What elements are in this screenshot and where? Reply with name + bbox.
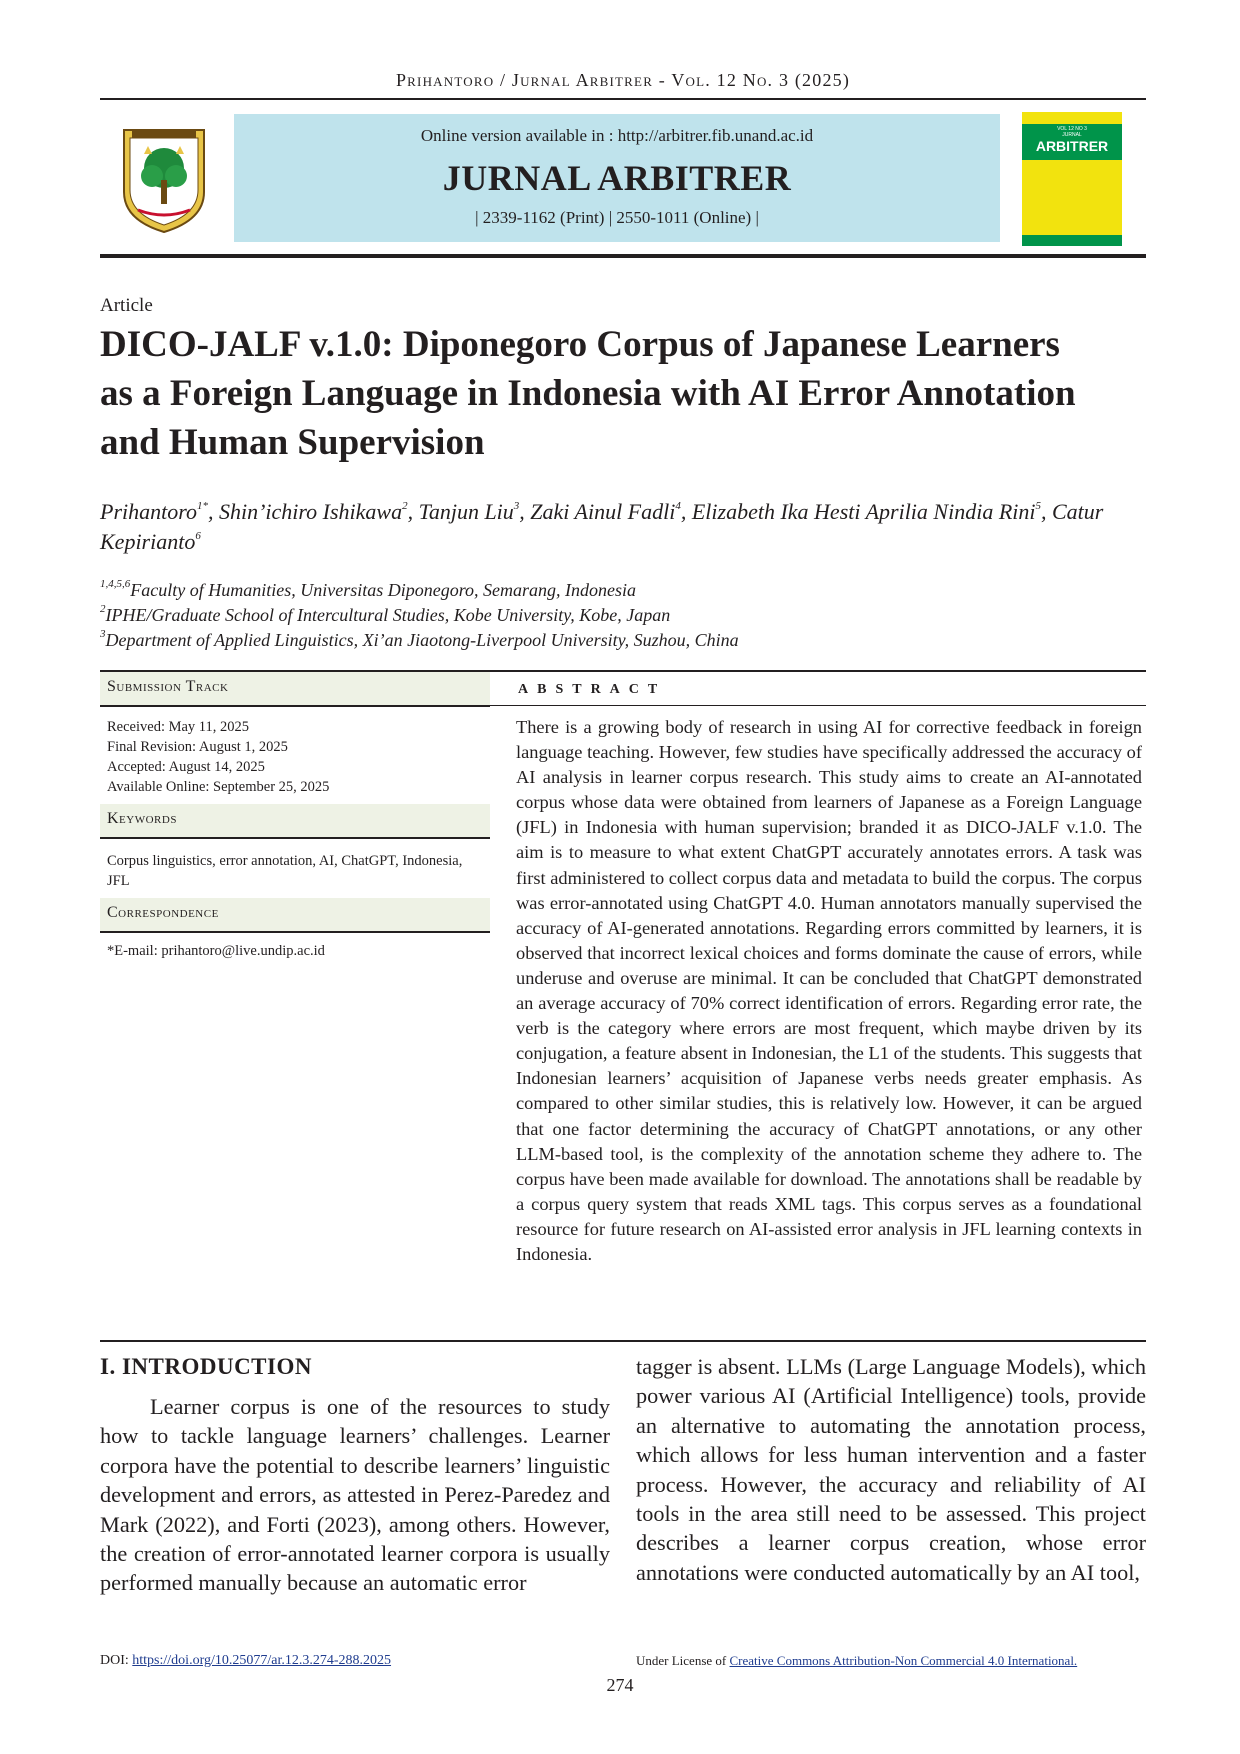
- submission-dates: [100, 707, 490, 804]
- journal-title: JURNAL ARBITRER: [442, 158, 792, 198]
- abstract-bottom-rule: [490, 1340, 1146, 1342]
- author-list: [100, 497, 1140, 557]
- journal-cover-thumbnail: [1022, 112, 1122, 246]
- sidebar-bottom-rule: [100, 1340, 490, 1342]
- author-sep: ,: [1040, 499, 1052, 524]
- author-name: Shin’ichiro Ishikawa: [218, 499, 403, 524]
- header-rule: [100, 98, 1146, 100]
- submission-track-heading: Submission Track: [100, 672, 490, 705]
- masthead-rule: [100, 254, 1146, 258]
- license-link[interactable]: Creative Commons Attribution-Non Commercial 4.0 International.: [729, 1653, 1078, 1668]
- abstract-section: [490, 670, 1146, 1267]
- author-sup: 4: [675, 499, 681, 512]
- cover-band: [1022, 124, 1122, 160]
- author-sep: ,: [680, 499, 692, 524]
- doi-link[interactable]: https://doi.org/10.25077/ar.12.3.274-288.2025: [132, 1653, 392, 1668]
- keywords-text: Corpus linguistics, error annotation, AI, ChatGPT, Indonesia, JFL: [107, 853, 463, 889]
- affiliation-sup: 3: [100, 628, 106, 640]
- cover-issue: VOL 12 NO 3: [1057, 126, 1087, 132]
- affiliation-sup: 2: [100, 603, 106, 615]
- author-sep: ,: [519, 499, 531, 524]
- received-date: Received: May 11, 2025: [107, 719, 250, 735]
- article-title: DICO-JALF v.1.0: Diponegoro Corpus of Japanese Learners as a Foreign Language in Indonesia with AI Error Annotation and Human Supervision: [100, 324, 1076, 463]
- article-type-label: Article: [100, 295, 153, 316]
- author-name: Elizabeth Ika Hesti Aprilia Nindia Rini: [691, 499, 1036, 524]
- cover-label: JURNAL: [1062, 132, 1082, 138]
- affiliation-text: Department of Applied Linguistics, Xi’an Jiaotong-Liverpool University, Suzhou, China: [105, 630, 739, 650]
- online-version-text: Online version available in : http://arbitrer.fib.unand.ac.id: [420, 126, 814, 145]
- page-number: 274: [606, 1675, 634, 1695]
- correspondence-email: *E-mail: prihantoro@live.undip.ac.id: [107, 943, 325, 959]
- footer-doi: [100, 1653, 391, 1669]
- license-prefix: Under License of: [636, 1653, 730, 1668]
- author-sup: 3: [513, 499, 520, 512]
- cover-name: ARBITRER: [1035, 138, 1109, 154]
- doi-label: DOI:: [100, 1653, 133, 1668]
- correspondence-heading: Correspondence: [100, 898, 490, 931]
- affiliation-sup: 1,4,5,6: [100, 578, 131, 590]
- author-sep: ,: [207, 499, 219, 524]
- keywords-heading: Keywords: [100, 804, 490, 837]
- affiliation: [100, 578, 1140, 603]
- introduction-paragraph-right: tagger is absent. LLMs (Large Language Models), which power various AI (Artificial Intelligence) tools, provide an alternative to automating the annotation process, which allows for less human intervention and a faster process. However, the accuracy and reliability of AI tools in the area still need to be assessed. This project describes a learner corpus creation, whose error annotations were conducted automatically by an AI tool,: [636, 1354, 1146, 1585]
- author-sup: 1*: [196, 499, 208, 512]
- journal-masthead: [234, 114, 1000, 242]
- author-name: Catur Kepirianto: [100, 499, 1104, 554]
- affiliation: [100, 628, 1140, 653]
- introduction-heading: I. INTRODUCTION: [100, 1354, 312, 1379]
- abstract-heading: ABSTRACT: [490, 672, 1146, 706]
- final-revision-date: Final Revision: August 1, 2025: [107, 739, 288, 755]
- author-name: Prihantoro: [100, 499, 197, 524]
- author-sup: 2: [402, 499, 408, 512]
- introduction-paragraph-left: Learner corpus is one of the resources to study how to tackle language learners’ challenges. Learner corpora have the potential to describe learners’ linguistic development and errors, as attested in Perez-Paredez and Mark (2022), and Forti (2023), among others. However, the creation of error-annotated learner corpora is usually performed manually because an automatic error: [100, 1394, 610, 1596]
- available-online-date: Available Online: September 25, 2025: [107, 779, 330, 795]
- footer-license: [636, 1653, 1077, 1669]
- accepted-date: Accepted: August 14, 2025: [107, 759, 265, 775]
- abstract-text: There is a growing body of research in using AI for corrective feedback in foreign language teaching. However, few studies have specifically addressed the accuracy of AI analysis in learner corpus research. This study aims to create an AI-annotated corpus whose data were obtained from learners of Japanese as a Foreign Language (JFL) in Indonesia with human supervision; branded it as DICO-JALF v.1.0. The aim is to measure to what extent ChatGPT accurately annotates errors. A task was first administered to collect corpus data and metadata to build the corpus. The corpus was error-annotated using ChatGPT 4.0. Human annotators manually supervised the accuracy of AI-generated annotations. Regarding errors committed by learners, it is observed that incorrect lexical choices and forms dominate the cause of errors, while underuse and overuse are minimal. It can be concluded that ChatGPT demonstrated an average accuracy of 70% correct identification of errors. Regarding error rate, the verb is the category where errors are most frequent, which maybe driven by its conjugation, a feature absent in Indonesian, the L1 of the students. This suggests that Indonesian learners’ acquisition of Japanese verbs needs greater emphasis. As compared to other similar studies, this is relatively low. However, it can be argued that one factor determining the accuracy of ChatGPT annotations, or any other LLM-based tool, is the complexity of the annotation scheme they adhere to. The corpus have been made available for download. The annotations shall be readable by a corpus query system that reads XML tags. This corpus serves as a foundational resource for future research on AI-assisted error analysis in JFL learning contexts in Indonesia.: [516, 717, 1142, 1264]
- affiliation: [100, 603, 1140, 628]
- affiliation-text: Faculty of Humanities, Universitas Diponegoro, Semarang, Indonesia: [130, 580, 637, 600]
- affiliation-list: [100, 578, 1140, 653]
- university-logo: [118, 124, 210, 236]
- running-head: Prihantoro / Jurnal Arbitrer - Vol. 12 No. 3 (2025): [395, 70, 851, 90]
- author-sep: ,: [407, 499, 419, 524]
- cover-footer-band: [1022, 235, 1122, 246]
- author-sup: 5: [1035, 499, 1041, 512]
- issn-line: | 2339-1162 (Print) | 2550-1011 (Online) |: [475, 208, 759, 227]
- author-sup: 6: [195, 529, 201, 542]
- affiliation-text: IPHE/Graduate School of Intercultural Studies, Kobe University, Kobe, Japan: [105, 605, 671, 625]
- author-name: Zaki Ainul Fadli: [530, 499, 676, 524]
- author-name: Tanjun Liu: [418, 499, 514, 524]
- article-info-sidebar: [100, 670, 490, 968]
